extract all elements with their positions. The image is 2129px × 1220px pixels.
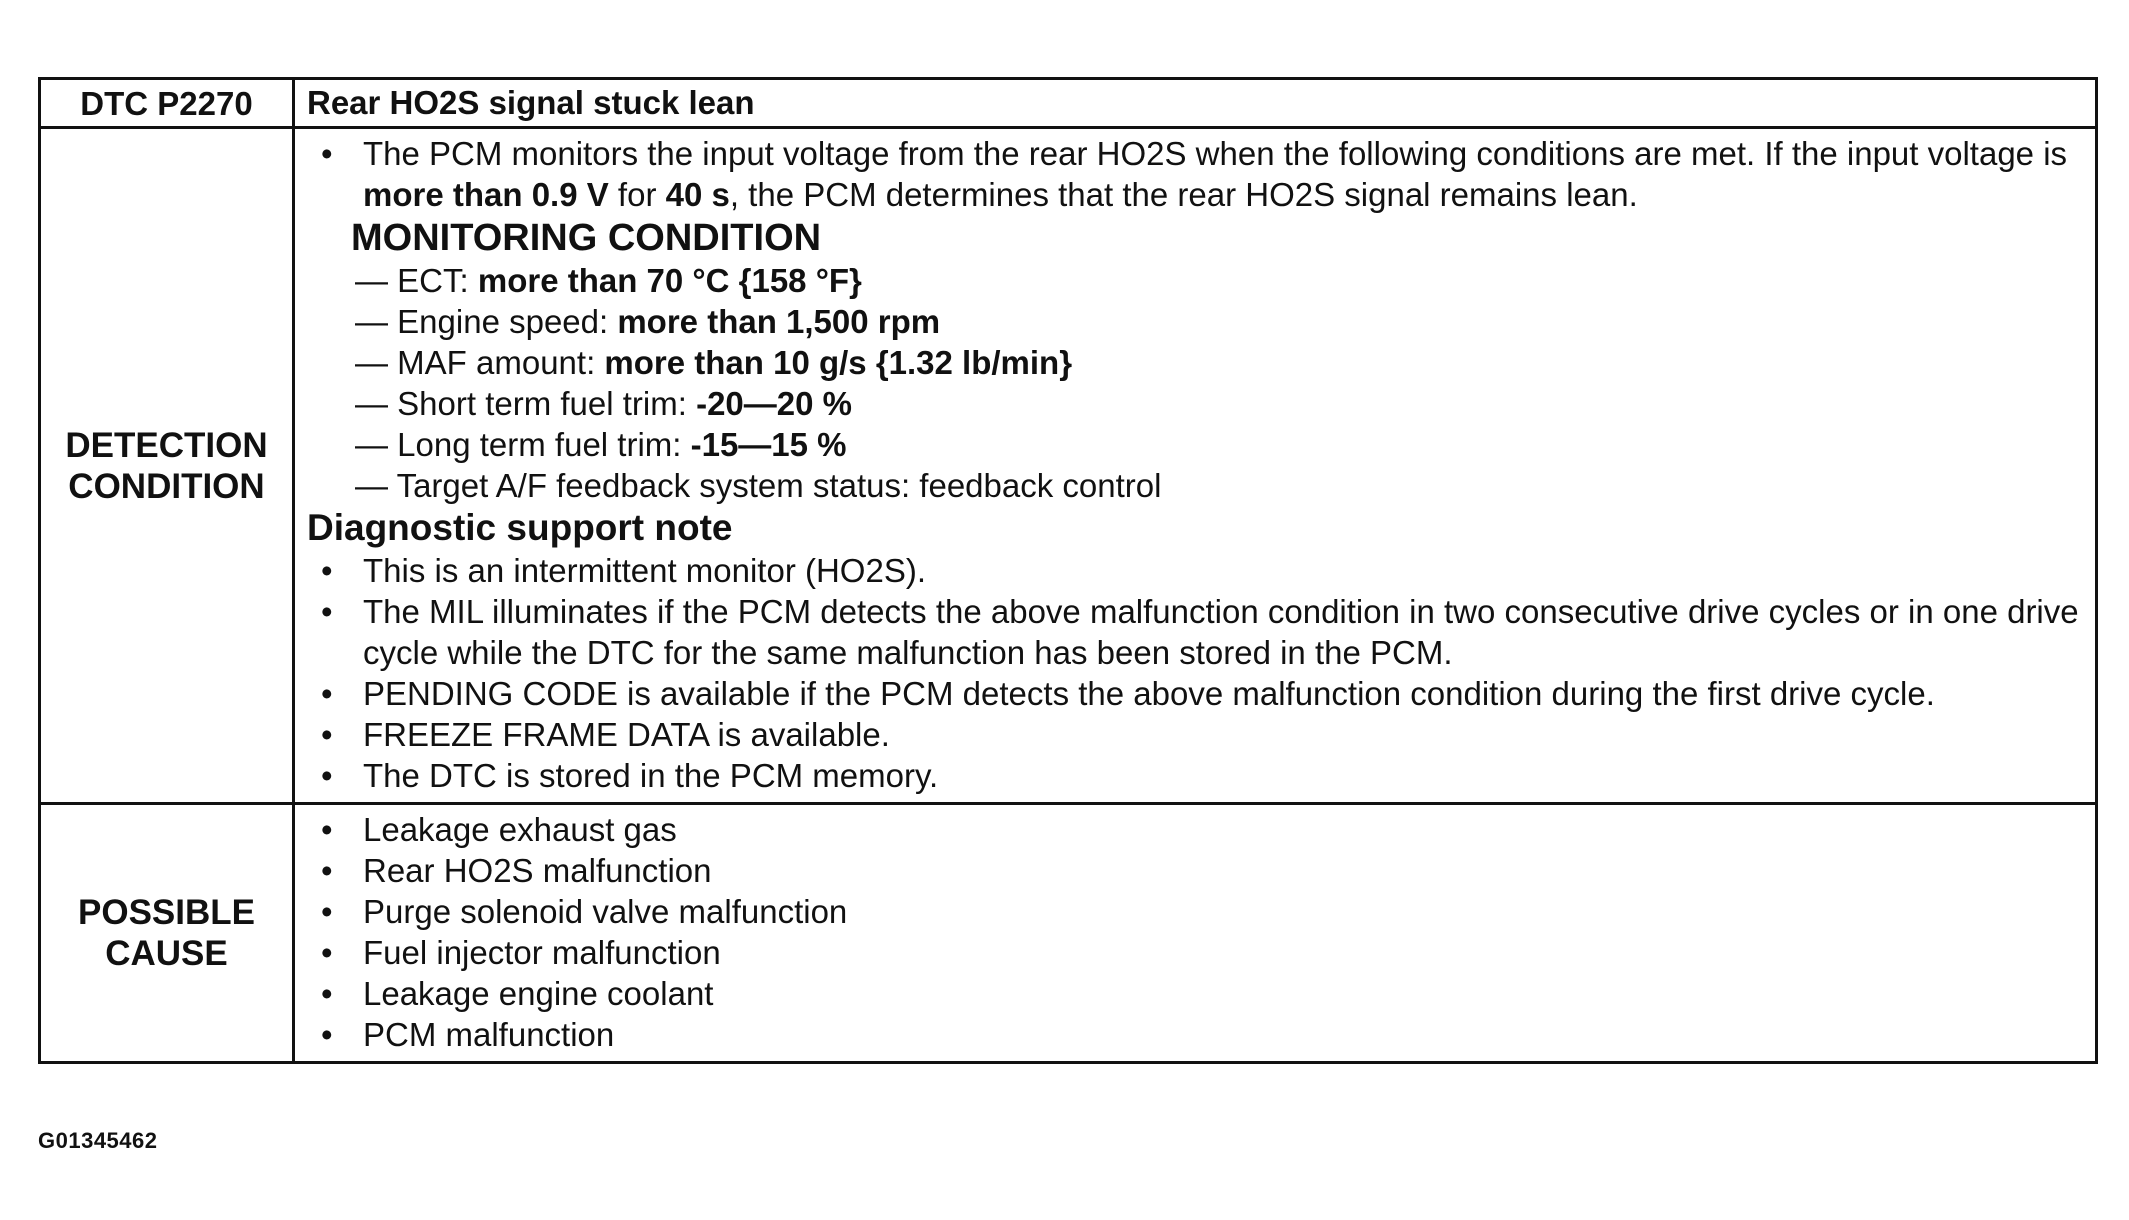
cause-text: Leakage engine coolant [363, 975, 714, 1012]
cause-label-line1: POSSIBLE [78, 893, 255, 932]
bullet-dot: • [321, 1016, 333, 1053]
cause-text: Fuel injector malfunction [363, 934, 721, 971]
bullet-dot: • [321, 135, 333, 172]
detection-label-line2: CONDITION [68, 466, 265, 506]
intro-text-1: The PCM monitors the input voltage from the rear HO2S when the following conditions are met. If the input voltage is [363, 135, 2068, 172]
cause-text: PCM malfunction [363, 1016, 615, 1053]
condition-short-term-fuel-trim [355, 383, 2081, 424]
diagnostic-support-note-heading: Diagnostic support note [307, 507, 733, 548]
figure-id: G01345462 [38, 1128, 158, 1153]
dtc-code-cell [40, 79, 294, 128]
possible-cause-content [294, 804, 2097, 1063]
bullet-dot: • [321, 757, 333, 794]
cause-item [307, 1014, 2081, 1055]
condition-value: -20—20 % [696, 385, 852, 422]
possible-cause-label [40, 804, 294, 1063]
detection-condition-row [40, 128, 2097, 804]
note-item [307, 673, 2081, 714]
cause-item [307, 932, 2081, 973]
condition-maf-amount [355, 342, 2081, 383]
intro-text-2: for [608, 176, 666, 213]
monitoring-condition-heading: MONITORING CONDITION [351, 217, 822, 259]
condition-label: — Target A/F feedback system status: feedback control [355, 467, 1162, 504]
cause-item [307, 850, 2081, 891]
cause-item [307, 973, 2081, 1014]
note-item [307, 755, 2081, 796]
cause-label-line2: CAUSE [105, 934, 228, 973]
condition-label: — Short term fuel trim: [355, 385, 697, 422]
intro-duration: 40 s [665, 176, 730, 213]
bullet-dot: • [321, 593, 333, 630]
detection-condition-content [294, 128, 2097, 804]
condition-long-term-fuel-trim [355, 424, 2081, 465]
header-row [40, 79, 2097, 128]
note-item [307, 714, 2081, 755]
intro-paragraph [307, 133, 2081, 215]
condition-engine-speed [355, 301, 2081, 342]
condition-value: -15—15 % [690, 426, 847, 463]
intro-list [307, 133, 2081, 215]
detection-label-line1: DETECTION [65, 425, 268, 465]
bullet-dot: • [321, 675, 333, 712]
cause-item [307, 809, 2081, 850]
possible-cause-list [307, 809, 2081, 1055]
cause-item [307, 891, 2081, 932]
note-text: The MIL illuminates if the PCM detects the above malfunction condition in two consecutive drive cycles or in one drive cycle while the DTC for the same malfunction has been stored in the PCM. [363, 593, 2079, 671]
bullet-dot: • [321, 716, 333, 753]
condition-value: more than 70 °C {158 °F} [477, 262, 862, 299]
dtc-description: Rear HO2S signal stuck lean [294, 79, 2097, 128]
bullet-dot: • [321, 811, 333, 848]
condition-label: — Long term fuel trim: [355, 426, 691, 463]
bullet-dot: • [321, 934, 333, 971]
cause-text: Purge solenoid valve malfunction [363, 893, 848, 930]
monitoring-condition-list [355, 260, 2081, 506]
condition-label: — ECT: [355, 262, 478, 299]
note-text: This is an intermittent monitor (HO2S). [363, 552, 926, 589]
note-text: FREEZE FRAME DATA is available. [363, 716, 890, 753]
bullet-dot: • [321, 975, 333, 1012]
bullet-dot: • [321, 552, 333, 589]
condition-label: — Engine speed: [355, 303, 618, 340]
possible-cause-row [40, 804, 2097, 1063]
intro-text-3: , the PCM determines that the rear HO2S signal remains lean. [729, 176, 1638, 213]
condition-label: — MAF amount: [355, 344, 605, 381]
note-text: The DTC is stored in the PCM memory. [363, 757, 939, 794]
condition-target-af-feedback [355, 465, 2081, 506]
note-text: PENDING CODE is available if the PCM detects the above malfunction condition during the first drive cycle. [363, 675, 1935, 712]
dtc-code: DTC P2270 [80, 84, 253, 122]
condition-value: more than 1,500 rpm [617, 303, 941, 340]
diagnostic-notes-list [307, 550, 2081, 796]
intro-voltage-threshold: more than 0.9 V [363, 176, 609, 213]
note-item [307, 550, 2081, 591]
bullet-dot: • [321, 852, 333, 889]
cause-text: Rear HO2S malfunction [363, 852, 712, 889]
condition-value: more than 10 g/s {1.32 lb/min} [604, 344, 1073, 381]
bullet-dot: • [321, 893, 333, 930]
dtc-table [38, 77, 2098, 1064]
note-item [307, 591, 2081, 673]
cause-text: Leakage exhaust gas [363, 811, 677, 848]
detection-condition-label [40, 128, 294, 804]
condition-ect [355, 260, 2081, 301]
